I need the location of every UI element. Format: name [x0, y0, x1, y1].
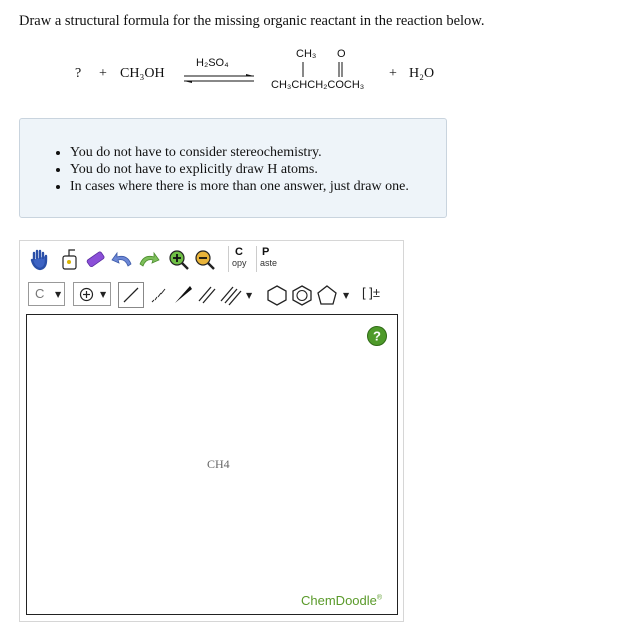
brand-name: ChemDoodle — [301, 593, 377, 608]
hint-item: • You do not have to consider stereochemistry. — [70, 144, 409, 161]
chevron-down-icon: ▼ — [100, 290, 107, 299]
hint-item: • You do not have to explicitly draw H atoms. — [70, 161, 409, 178]
drawing-canvas[interactable] — [26, 314, 398, 615]
bracket-tool[interactable]: [ ]± — [362, 285, 380, 300]
atom-label: C — [35, 286, 45, 301]
chemdoodle-logo — [301, 593, 382, 608]
charge-plus-icon — [79, 287, 94, 302]
equilibrium-arrow-icon — [182, 74, 256, 84]
product-carbonyl-oxygen: O — [337, 48, 346, 60]
plus-sign: + — [99, 66, 107, 81]
plus-sign-2: + — [389, 66, 397, 81]
hint-list — [20, 144, 409, 195]
double-bond-icon[interactable] — [195, 283, 219, 307]
copy-label-top: C — [235, 246, 243, 258]
redo-icon[interactable] — [136, 249, 160, 271]
eraser-icon[interactable] — [84, 248, 108, 270]
catalyst-label: H₂SO₄ — [196, 57, 229, 69]
product-methyl-branch: CH₃ — [296, 48, 317, 60]
paste-label-top: P — [262, 246, 270, 258]
water-byproduct: H₂O — [409, 66, 435, 81]
ring-chevron-down-icon[interactable]: ▼ — [343, 291, 350, 300]
zoom-out-icon[interactable] — [194, 249, 216, 271]
undo-icon[interactable] — [111, 249, 135, 271]
paste-label-bottom: aste — [260, 258, 278, 268]
molecule-label[interactable]: CH4 — [207, 457, 230, 471]
help-label: ? — [373, 328, 381, 344]
product-formula: CH₃CHCH₂COCH₃ — [271, 79, 365, 91]
triple-bond-icon[interactable] — [218, 283, 244, 307]
hashed-bond-icon[interactable] — [147, 283, 171, 307]
benzene-icon[interactable] — [290, 284, 314, 306]
cyclopentane-icon[interactable] — [315, 284, 339, 306]
hint-box — [19, 118, 447, 218]
copy-button[interactable] — [228, 246, 253, 272]
charge-selector[interactable] — [73, 282, 111, 306]
copy-label-bottom: opy — [232, 258, 247, 268]
hint-item: • In cases where there is more than one answer, just draw one. — [70, 178, 409, 195]
single-bond-tool[interactable] — [118, 282, 144, 308]
help-button[interactable] — [366, 325, 388, 347]
unknown-reactant: ? — [75, 66, 82, 81]
lasso-icon[interactable] — [58, 247, 80, 272]
single-bond-icon — [119, 283, 143, 307]
wedge-bond-icon[interactable] — [171, 283, 195, 307]
question-text: Draw a structural formula for the missing organic reactant in the reaction below. — [19, 13, 485, 29]
cyclohexane-icon[interactable] — [265, 284, 289, 306]
bond-chevron-down-icon[interactable]: ▼ — [246, 291, 253, 300]
zoom-in-icon[interactable] — [168, 249, 190, 271]
hand-icon[interactable] — [29, 248, 51, 272]
paste-button[interactable] — [256, 246, 283, 272]
atom-selector[interactable] — [28, 282, 65, 306]
product-bond-lines — [296, 60, 356, 80]
methanol-reagent: CH₃OH — [120, 66, 165, 81]
brand-mark: ® — [376, 594, 383, 602]
chevron-down-icon: ▼ — [55, 290, 62, 299]
